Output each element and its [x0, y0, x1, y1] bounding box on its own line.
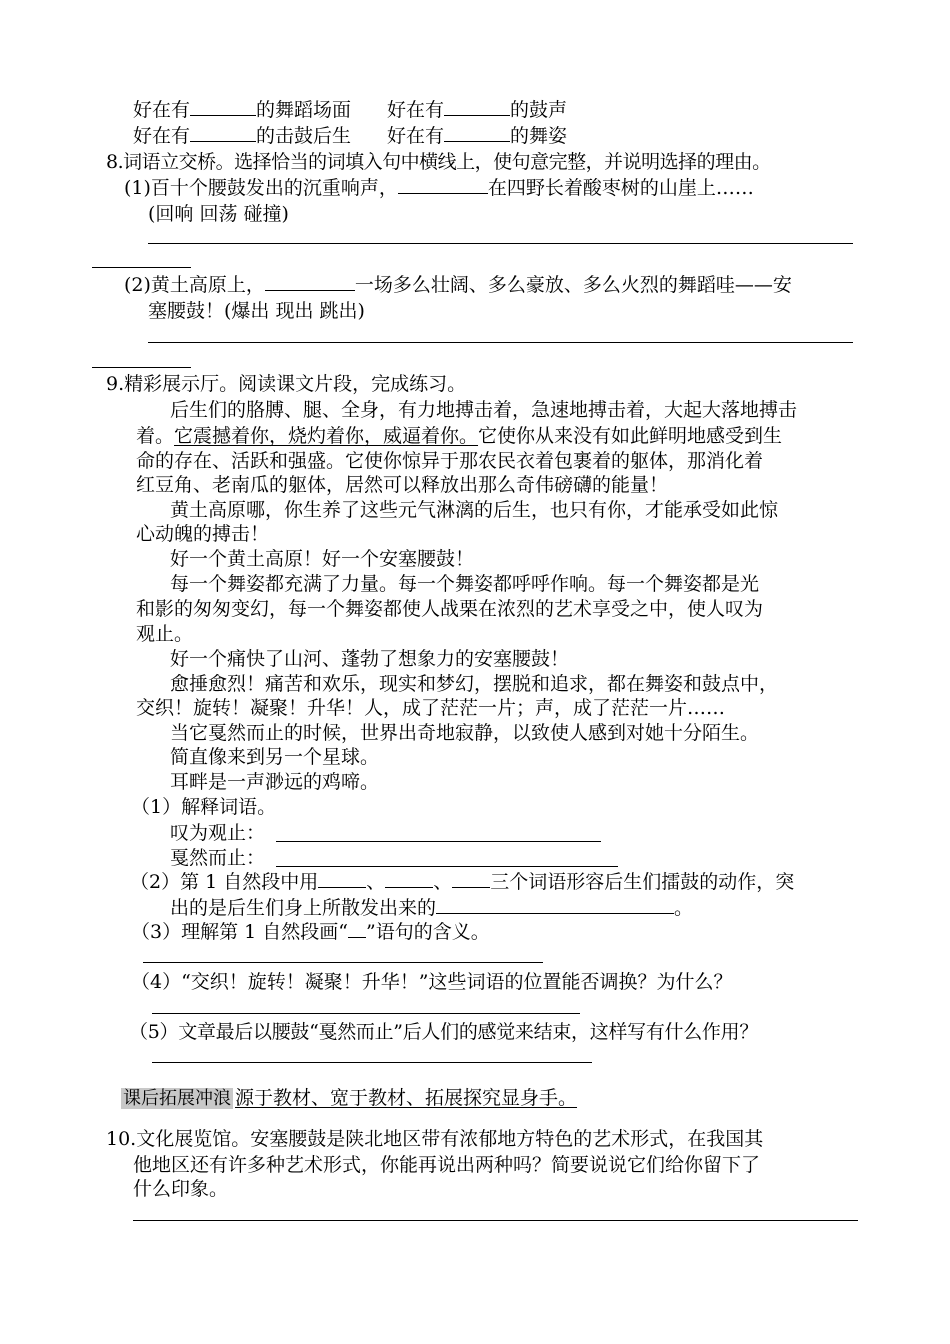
q7-label: 好在有 — [133, 99, 191, 121]
question-text: 三个词语形容后生们擂鼓的动作，突 — [490, 871, 795, 893]
passage-line: 每一个舞姿都充满了力量。每一个舞姿都呼呼作响。每一个舞姿都是光 — [170, 573, 760, 595]
passage-line: 黄土高原哪，你生养了这些元气淋漓的后生，也只有你，才能承受如此惊 — [170, 499, 779, 521]
answer-blank[interactable] — [385, 869, 433, 888]
sub-question-4: （4）“交织！旋转！凝聚！升华！”这些词语的位置能否调换？为什么？ — [131, 971, 733, 993]
question-text: 出的是后生们身上所散发出来的 — [170, 897, 437, 919]
answer-line[interactable] — [152, 1013, 580, 1014]
q7-label: 的舞蹈场面 — [256, 99, 352, 121]
q7-row-1 — [133, 97, 567, 123]
q8-sentence-2 — [124, 272, 792, 298]
sub-question-5: （5）文章最后以腰鼓“戛然而止”后人们的感觉来结束，这样写有什么作用？ — [129, 1021, 759, 1043]
passage-line: 交织！旋转！凝聚！升华！人，成了茫茫一片；声，成了茫茫一片…… — [136, 697, 726, 719]
q7-label: 好在有 — [387, 99, 445, 121]
q7-row-2 — [133, 123, 567, 149]
q8-s1-text: 在四野长着酸枣树的山崖上…… — [487, 177, 754, 199]
q8-title: 8.词语立交桥。选择恰当的词填入句中横线上，使句意完整，并说明选择的理由。 — [106, 151, 771, 173]
answer-blank[interactable] — [398, 175, 488, 194]
sub-question-2 — [130, 869, 794, 895]
answer-line[interactable] — [92, 367, 191, 368]
sub-question-2-cont — [170, 895, 693, 921]
passage-line: 红豆角、老南瓜的躯体，居然可以释放出那么奇伟磅礴的能量！ — [136, 474, 669, 496]
passage-line — [136, 423, 782, 449]
q10-line: 什么印象。 — [133, 1178, 229, 1200]
question-text: （3）理解第 1 自然段画“ — [131, 921, 348, 943]
answer-blank[interactable] — [444, 97, 510, 116]
question-text: ”语句的含义。 — [365, 921, 490, 943]
passage-line: 愈捶愈烈！痛苦和欢乐，现实和梦幻，摆脱和追求，都在舞姿和鼓点中， — [170, 673, 779, 695]
section-heading — [121, 1085, 577, 1112]
q7-label: 的击鼓后生 — [256, 125, 352, 147]
answer-blank[interactable] — [444, 123, 510, 142]
answer-line[interactable] — [276, 841, 601, 842]
q7-label: 的舞姿 — [510, 125, 568, 147]
passage-line: 后生们的胳膊、腿、全身，有力地搏击着，急速地搏击着，大起大落地搏击 — [170, 399, 798, 421]
passage-line: 心动魄的搏击！ — [136, 523, 270, 545]
passage-line: 耳畔是一声渺远的鸡啼。 — [170, 771, 380, 793]
separator: 、 — [366, 871, 386, 893]
sub-question-3 — [131, 919, 490, 945]
passage-line: 命的存在、活跃和强盛。它使你惊异于那农民衣着包裹着的躯体，那消化着 — [136, 450, 764, 472]
answer-blank[interactable] — [190, 123, 256, 142]
q8-s2-text: (2)黄土高原上， — [124, 274, 265, 296]
passage-line: 观止。 — [136, 623, 194, 645]
answer-blank[interactable] — [190, 97, 256, 116]
answer-line[interactable] — [148, 243, 853, 244]
separator: 、 — [433, 871, 453, 893]
section-tag: 课后拓展冲浪 — [123, 1088, 231, 1109]
passage-line: 当它戛然而止的时候，世界出奇地寂静，以致使人感到对她十分陌生。 — [170, 722, 760, 744]
answer-line[interactable] — [152, 1062, 592, 1063]
passage-line: 好一个黄土高原！好一个安塞腰鼓！ — [170, 548, 475, 570]
question-text: （2）第 1 自然段中用 — [130, 871, 319, 893]
underlined-sentence: 它震撼着你，烧灼着你，威逼着你。 — [174, 425, 479, 447]
q10-line: 他地区还有许多种艺术形式，你能再说出两种吗？简要说说它们给你留下了 — [133, 1154, 761, 1176]
answer-blank[interactable] — [436, 895, 674, 914]
term-label: 戛然而止： — [170, 847, 266, 869]
q7-label: 好在有 — [387, 125, 445, 147]
passage-line: 简直像来到另一个星球。 — [170, 746, 380, 768]
q8-s1-text: (1)百十个腰鼓发出的沉重响声， — [124, 177, 398, 199]
answer-line[interactable] — [133, 1220, 858, 1221]
q8-options-2: 塞腰鼓！(爆出 现出 跳出) — [148, 300, 365, 322]
q10-line: 10.文化展览馆。安塞腰鼓是陕北地区带有浓郁地方特色的艺术形式，在我国其 — [106, 1128, 764, 1150]
underline-mark — [348, 919, 366, 938]
term-label: 叹为观止： — [170, 822, 266, 844]
separator: 。 — [674, 897, 694, 919]
answer-blank[interactable] — [318, 869, 366, 888]
q8-options-1: (回响 回荡 碰撞) — [148, 203, 289, 225]
q7-label: 好在有 — [133, 125, 191, 147]
answer-line[interactable] — [143, 962, 543, 963]
passage-line: 好一个痛快了山河、蓬勃了想象力的安塞腰鼓！ — [170, 648, 570, 670]
passage-text: 它使你从来没有如此鲜明地感受到生 — [478, 425, 783, 447]
answer-line[interactable] — [92, 267, 191, 268]
q8-sentence-1 — [124, 175, 754, 201]
answer-line[interactable] — [276, 866, 618, 867]
q9-title: 9.精彩展示厅。阅读课文片段，完成练习。 — [106, 373, 467, 395]
sub-question-1: （1）解释词语。 — [131, 796, 277, 818]
q7-label: 的鼓声 — [510, 99, 568, 121]
answer-blank[interactable] — [452, 869, 490, 888]
q8-s2-text: 一场多么壮阔、多么豪放、多么火烈的舞蹈哇——安 — [354, 274, 792, 296]
passage-text: 着。 — [136, 425, 175, 447]
passage-line: 和影的匆匆变幻，每一个舞姿都使人战栗在浓烈的艺术享受之中，使人叹为 — [136, 598, 764, 620]
section-subtitle: 源于教材、宽于教材、拓展探究显身手。 — [235, 1087, 578, 1109]
answer-line[interactable] — [148, 342, 853, 343]
answer-blank[interactable] — [265, 272, 355, 291]
